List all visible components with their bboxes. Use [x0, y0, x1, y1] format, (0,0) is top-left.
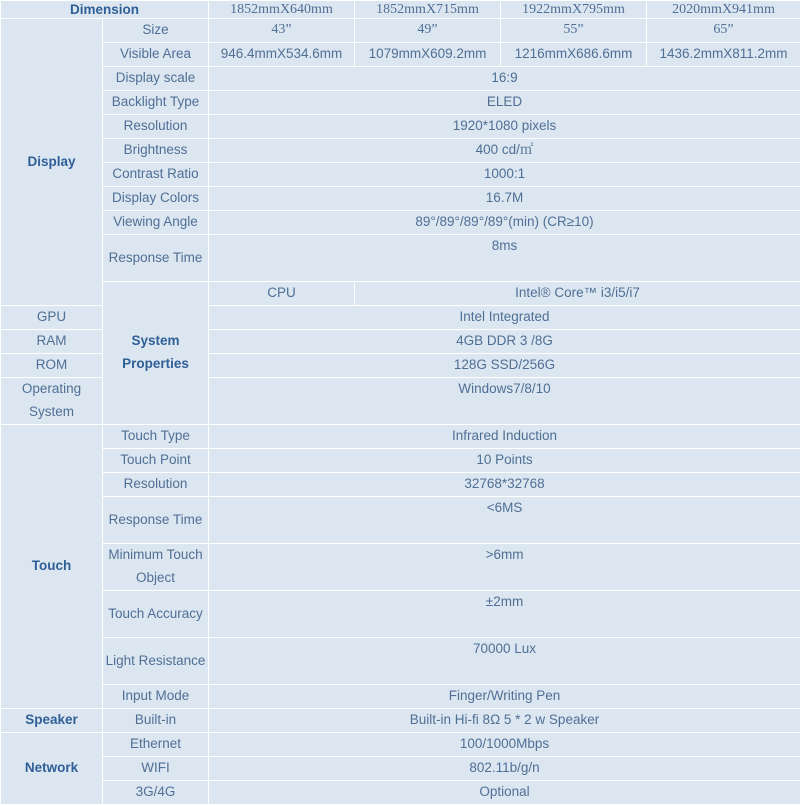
spec-row [1, 425, 800, 449]
spec-label: Resolution [103, 115, 209, 139]
spec-label: Response Time [103, 497, 209, 544]
visible-area-row [1, 43, 800, 67]
spec-value: 802.11b/g/n [209, 757, 800, 781]
spec-label: Brightness [103, 139, 209, 163]
spec-label: Touch Point [103, 449, 209, 473]
spec-row [1, 67, 800, 91]
spec-value: Finger/Writing Pen [209, 685, 800, 709]
spec-value: >6mm [209, 544, 800, 591]
spec-label: RAM [1, 330, 103, 354]
spec-row [1, 282, 800, 306]
spec-value: Intel Integrated [209, 306, 800, 330]
spec-row [1, 638, 800, 685]
spec-value: 32768*32768 [209, 473, 800, 497]
dimension-cell: 2020mmX941mm [647, 1, 800, 19]
spec-value: Windows7/8/10 [209, 378, 800, 425]
size-label: Size [103, 19, 209, 43]
spec-row [1, 591, 800, 638]
spec-value: 400 cd/㎡ [209, 139, 800, 163]
spec-value: ELED [209, 91, 800, 115]
visible-area-label: Visible Area [103, 43, 209, 67]
spec-label: CPU [209, 282, 355, 306]
spec-label: Display Colors [103, 187, 209, 211]
spec-row [1, 211, 800, 235]
spec-label: Response Time [103, 235, 209, 282]
spec-value: 16.7M [209, 187, 800, 211]
spec-row [1, 685, 800, 709]
spec-value: 70000 Lux [209, 638, 800, 685]
spec-row [1, 473, 800, 497]
dimension-cell: 1922mmX795mm [501, 1, 647, 19]
spec-row [1, 91, 800, 115]
visible-area-cell: 946.4mmX534.6mm [209, 43, 355, 67]
spec-label: Touch Type [103, 425, 209, 449]
spec-value: 128G SSD/256G [209, 354, 800, 378]
spec-value: Intel® Core™ i3/i5/i7 [355, 282, 800, 306]
spec-row [1, 497, 800, 544]
category-speaker: Speaker [1, 709, 103, 733]
spec-label: Operating System [1, 378, 103, 425]
size-cell: 49” [355, 19, 501, 43]
spec-row [1, 163, 800, 187]
spec-value: Built-in Hi-fi 8Ω 5 * 2 w Speaker [209, 709, 800, 733]
spec-value: Optional [209, 781, 800, 805]
spec-row [1, 115, 800, 139]
spec-row [1, 709, 800, 733]
spec-value: 4GB DDR 3 /8G [209, 330, 800, 354]
spec-label: 3G/4G [103, 781, 209, 805]
spec-label: Contrast Ratio [103, 163, 209, 187]
spec-label: Resolution [103, 473, 209, 497]
spec-row [1, 139, 800, 163]
spec-label: Built-in [103, 709, 209, 733]
size-row [1, 19, 800, 43]
spec-label: Touch Accuracy [103, 591, 209, 638]
visible-area-cell: 1079mmX609.2mm [355, 43, 501, 67]
size-cell: 43” [209, 19, 355, 43]
spec-row [1, 235, 800, 282]
spec-row [1, 757, 800, 781]
category-network: Network [1, 733, 103, 805]
spec-value: 16:9 [209, 67, 800, 91]
spec-value: <6MS [209, 497, 800, 544]
dimension-label: Dimension [1, 1, 209, 19]
visible-area-cell: 1436.2mmX811.2mm [647, 43, 800, 67]
category-system-properties: System Properties [103, 282, 209, 425]
spec-label: Minimum Touch Object [103, 544, 209, 591]
spec-label: Viewing Angle [103, 211, 209, 235]
spec-row [1, 544, 800, 591]
spec-label: Light Resistance [103, 638, 209, 685]
spec-value: 1920*1080 pixels [209, 115, 800, 139]
size-cell: 55” [501, 19, 647, 43]
spec-value: 100/1000Mbps [209, 733, 800, 757]
dimension-row [1, 1, 800, 19]
spec-row [1, 187, 800, 211]
spec-row [1, 733, 800, 757]
category-display: Display [1, 19, 103, 306]
spec-value: 1000:1 [209, 163, 800, 187]
spec-label: Input Mode [103, 685, 209, 709]
size-cell: 65” [647, 19, 800, 43]
spec-label: Ethernet [103, 733, 209, 757]
spec-label: ROM [1, 354, 103, 378]
dimension-cell: 1852mmX715mm [355, 1, 501, 19]
spec-label: WIFI [103, 757, 209, 781]
dimension-cell: 1852mmX640mm [209, 1, 355, 19]
visible-area-cell: 1216mmX686.6mm [501, 43, 647, 67]
spec-value: Infrared Induction [209, 425, 800, 449]
spec-value: ±2mm [209, 591, 800, 638]
spec-label: Display scale [103, 67, 209, 91]
spec-row [1, 449, 800, 473]
spec-value: 10 Points [209, 449, 800, 473]
spec-label: GPU [1, 306, 103, 330]
spec-value: 8ms [209, 235, 800, 282]
category-touch: Touch [1, 425, 103, 709]
spec-label: Backlight Type [103, 91, 209, 115]
spec-value: 89°/89°/89°/89°(min) (CR≥10) [209, 211, 800, 235]
